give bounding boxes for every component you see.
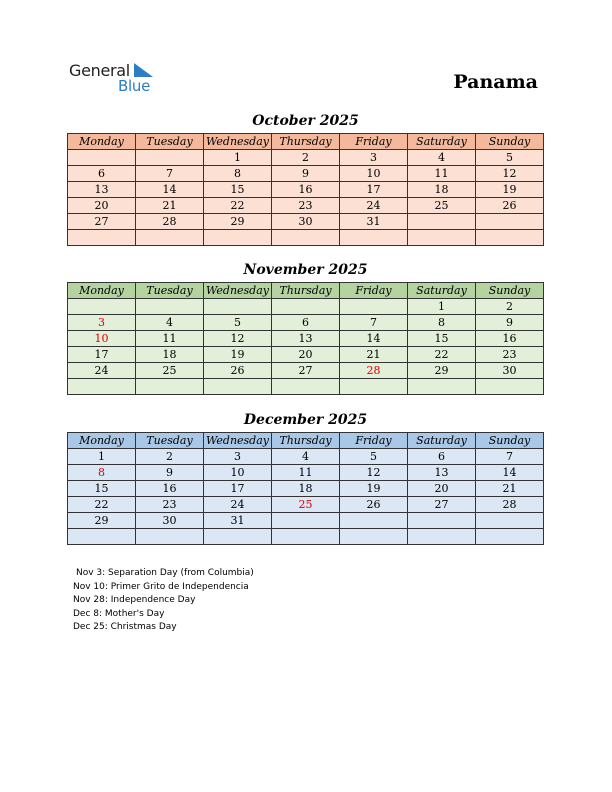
day-cell — [408, 379, 476, 395]
day-cell: 26 — [476, 198, 544, 214]
day-cell — [272, 379, 340, 395]
day-cell: 16 — [272, 182, 340, 198]
day-cell: 15 — [68, 481, 136, 497]
day-cell — [204, 299, 272, 315]
month-table — [67, 133, 544, 246]
day-cell — [476, 230, 544, 246]
day-cell — [68, 379, 136, 395]
day-cell: 21 — [476, 481, 544, 497]
day-cell: 7 — [136, 166, 204, 182]
day-cell: 9 — [476, 315, 544, 331]
day-cell: 23 — [272, 198, 340, 214]
week-row — [68, 182, 544, 198]
weekday-header: Saturday — [408, 433, 476, 449]
day-cell: 29 — [68, 513, 136, 529]
day-cell: 20 — [272, 347, 340, 363]
holiday-notes — [73, 567, 254, 635]
day-cell: 27 — [408, 497, 476, 513]
week-row — [68, 465, 544, 481]
day-cell — [136, 150, 204, 166]
day-cell: 3 — [340, 150, 408, 166]
weekday-header: Sunday — [476, 134, 544, 150]
holiday-note: Nov 28: Independence Day — [73, 595, 196, 606]
day-cell: 17 — [204, 481, 272, 497]
day-cell: 13 — [408, 465, 476, 481]
day-cell: 5 — [340, 449, 408, 465]
day-cell — [68, 299, 136, 315]
weekday-header: Tuesday — [136, 433, 204, 449]
weekday-header: Wednesday — [204, 433, 272, 449]
day-cell — [272, 529, 340, 545]
day-cell: 24 — [340, 198, 408, 214]
day-cell: 14 — [476, 465, 544, 481]
day-cell: 12 — [204, 331, 272, 347]
weekday-header-row — [68, 134, 544, 150]
day-cell: 26 — [340, 497, 408, 513]
day-cell: 6 — [68, 166, 136, 182]
day-cell: 24 — [68, 363, 136, 379]
week-row — [68, 230, 544, 246]
day-cell — [408, 230, 476, 246]
day-cell: 19 — [476, 182, 544, 198]
day-cell — [408, 214, 476, 230]
day-cell — [136, 299, 204, 315]
weekday-header: Sunday — [476, 433, 544, 449]
month-title: December 2025 — [243, 412, 368, 428]
day-cell: 7 — [476, 449, 544, 465]
day-cell: 15 — [408, 331, 476, 347]
day-cell — [340, 513, 408, 529]
day-cell — [136, 529, 204, 545]
day-cell: 22 — [204, 198, 272, 214]
week-row — [68, 166, 544, 182]
day-cell: 11 — [272, 465, 340, 481]
logo-general-text: General — [69, 61, 130, 80]
weekday-header: Friday — [340, 283, 408, 299]
day-cell: 11 — [136, 331, 204, 347]
day-cell: 18 — [136, 347, 204, 363]
week-row — [68, 497, 544, 513]
day-cell: 13 — [68, 182, 136, 198]
month-title: October 2025 — [252, 113, 359, 129]
day-cell: 28 — [136, 214, 204, 230]
day-cell — [408, 513, 476, 529]
day-cell: 27 — [272, 363, 340, 379]
day-cell: 6 — [408, 449, 476, 465]
day-cell: 10 — [204, 465, 272, 481]
day-cell — [340, 299, 408, 315]
day-cell — [272, 513, 340, 529]
day-cell — [68, 529, 136, 545]
week-row — [68, 214, 544, 230]
day-cell: 10 — [68, 331, 136, 347]
weekday-header: Thursday — [272, 283, 340, 299]
day-cell: 2 — [272, 150, 340, 166]
day-cell: 27 — [68, 214, 136, 230]
day-cell — [136, 379, 204, 395]
day-cell: 11 — [408, 166, 476, 182]
day-cell: 1 — [204, 150, 272, 166]
day-cell: 26 — [204, 363, 272, 379]
day-cell — [204, 529, 272, 545]
day-cell — [340, 230, 408, 246]
day-cell: 3 — [68, 315, 136, 331]
month-title: November 2025 — [243, 262, 368, 278]
day-cell: 9 — [136, 465, 204, 481]
holiday-note: Dec 8: Mother's Day — [73, 608, 165, 619]
day-cell — [340, 379, 408, 395]
day-cell: 29 — [408, 363, 476, 379]
logo — [69, 60, 169, 96]
day-cell — [68, 230, 136, 246]
day-cell — [340, 529, 408, 545]
weekday-header-row — [68, 433, 544, 449]
day-cell: 23 — [476, 347, 544, 363]
day-cell: 22 — [408, 347, 476, 363]
day-cell: 31 — [340, 214, 408, 230]
day-cell — [476, 529, 544, 545]
week-row — [68, 529, 544, 545]
day-cell: 21 — [340, 347, 408, 363]
day-cell: 30 — [136, 513, 204, 529]
week-row — [68, 150, 544, 166]
weekday-header: Friday — [340, 433, 408, 449]
weekday-header: Monday — [68, 433, 136, 449]
day-cell: 13 — [272, 331, 340, 347]
day-cell: 17 — [340, 182, 408, 198]
week-row — [68, 481, 544, 497]
day-cell: 20 — [408, 481, 476, 497]
day-cell: 20 — [68, 198, 136, 214]
weekday-header: Friday — [340, 134, 408, 150]
day-cell: 30 — [272, 214, 340, 230]
day-cell: 31 — [204, 513, 272, 529]
day-cell: 23 — [136, 497, 204, 513]
day-cell: 18 — [272, 481, 340, 497]
day-cell: 7 — [340, 315, 408, 331]
day-cell: 5 — [204, 315, 272, 331]
week-row — [68, 347, 544, 363]
day-cell: 4 — [408, 150, 476, 166]
logo-blue-text: Blue — [118, 77, 150, 95]
month-table — [67, 432, 544, 545]
day-cell: 3 — [204, 449, 272, 465]
month-table — [67, 282, 544, 395]
day-cell: 25 — [136, 363, 204, 379]
weekday-header: Thursday — [272, 433, 340, 449]
day-cell — [272, 230, 340, 246]
day-cell: 24 — [204, 497, 272, 513]
day-cell — [476, 513, 544, 529]
day-cell: 19 — [204, 347, 272, 363]
day-cell — [476, 214, 544, 230]
day-cell: 1 — [408, 299, 476, 315]
day-cell — [476, 379, 544, 395]
holiday-note: Nov 10: Primer Grito de Independencia — [73, 581, 249, 592]
day-cell: 28 — [476, 497, 544, 513]
day-cell — [204, 230, 272, 246]
day-cell: 25 — [272, 497, 340, 513]
day-cell: 8 — [204, 166, 272, 182]
day-cell: 25 — [408, 198, 476, 214]
day-cell: 14 — [340, 331, 408, 347]
day-cell: 8 — [68, 465, 136, 481]
week-row — [68, 299, 544, 315]
week-row — [68, 363, 544, 379]
day-cell: 8 — [408, 315, 476, 331]
day-cell: 5 — [476, 150, 544, 166]
day-cell: 9 — [272, 166, 340, 182]
day-cell — [204, 379, 272, 395]
week-row — [68, 198, 544, 214]
holiday-note: Dec 25: Christmas Day — [73, 622, 177, 633]
weekday-header: Monday — [68, 283, 136, 299]
day-cell — [68, 150, 136, 166]
day-cell: 1 — [68, 449, 136, 465]
day-cell: 2 — [136, 449, 204, 465]
week-row — [68, 379, 544, 395]
weekday-header: Wednesday — [204, 134, 272, 150]
day-cell: 22 — [68, 497, 136, 513]
day-cell: 28 — [340, 363, 408, 379]
country-title: Panama — [453, 71, 538, 93]
weekday-header: Tuesday — [136, 134, 204, 150]
day-cell: 2 — [476, 299, 544, 315]
weekday-header: Tuesday — [136, 283, 204, 299]
day-cell: 29 — [204, 214, 272, 230]
day-cell: 16 — [476, 331, 544, 347]
weekday-header: Saturday — [408, 283, 476, 299]
week-row — [68, 315, 544, 331]
week-row — [68, 331, 544, 347]
day-cell: 17 — [68, 347, 136, 363]
day-cell: 10 — [340, 166, 408, 182]
weekday-header: Saturday — [408, 134, 476, 150]
day-cell: 12 — [476, 166, 544, 182]
day-cell: 6 — [272, 315, 340, 331]
day-cell: 4 — [136, 315, 204, 331]
day-cell: 19 — [340, 481, 408, 497]
day-cell: 4 — [272, 449, 340, 465]
weekday-header: Wednesday — [204, 283, 272, 299]
weekday-header: Monday — [68, 134, 136, 150]
day-cell: 15 — [204, 182, 272, 198]
day-cell: 21 — [136, 198, 204, 214]
weekday-header-row — [68, 283, 544, 299]
weekday-header: Thursday — [272, 134, 340, 150]
week-row — [68, 513, 544, 529]
day-cell — [272, 299, 340, 315]
day-cell: 12 — [340, 465, 408, 481]
day-cell — [408, 529, 476, 545]
day-cell: 30 — [476, 363, 544, 379]
week-row — [68, 449, 544, 465]
day-cell: 14 — [136, 182, 204, 198]
weekday-header: Sunday — [476, 283, 544, 299]
day-cell — [136, 230, 204, 246]
day-cell: 16 — [136, 481, 204, 497]
day-cell: 18 — [408, 182, 476, 198]
holiday-note: Nov 3: Separation Day (from Columbia) — [76, 568, 254, 578]
